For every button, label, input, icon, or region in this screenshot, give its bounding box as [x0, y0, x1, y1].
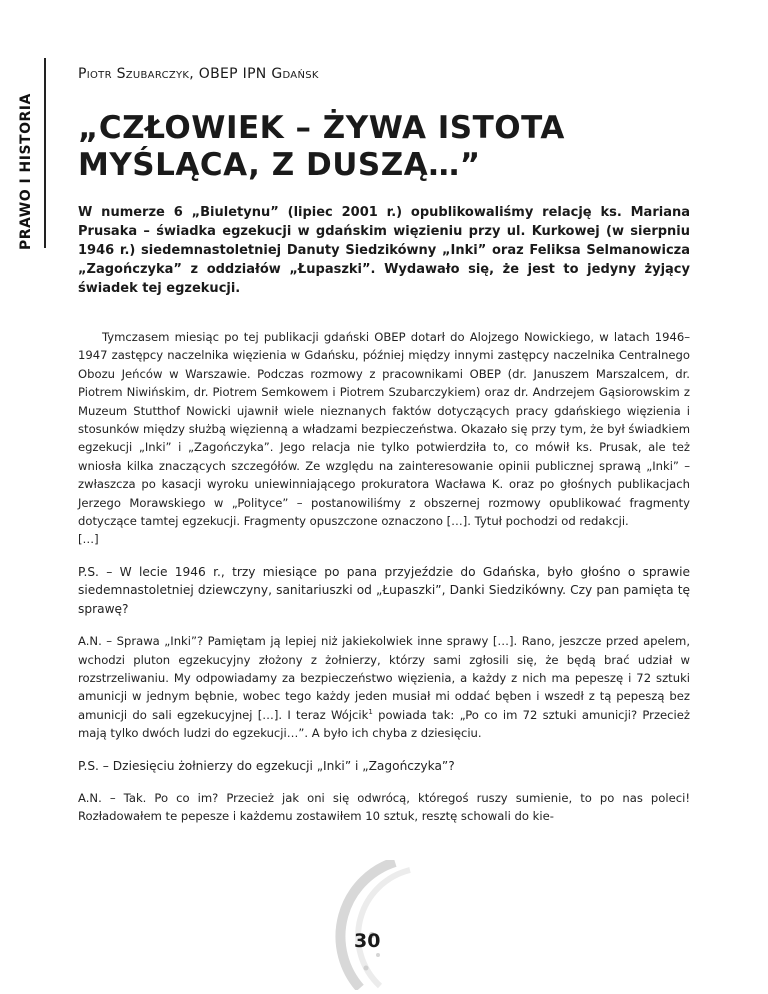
answer-1-text-before: – Sprawa „Inki”? Pamiętam ją lepiej niż jakiekolwiek inne sprawy […]. Rano, jeszcze przed apelem, wchodzi pluton egzekucyjny złożony z żołnierzy, którzy sami zgłosili się, że będą brać udział w rozstrzeliwaniu. My odpowiadamy za bezpieczeństwo więzienia, a każdy z nich ma pepeszę i 72 sztuki amunicji w jednym bębnie, wobec tego każdy jeden musiał mi oddać bęben i wszedł z tą pepeszą bez amunicji do sali egzekucyjnej […]. I teraz Wójcik [78, 634, 690, 722]
intro-text-after: , w latach 1946–1947 zastępcy naczelnika więzienia w Gdańsku, później między innymi zastępcy naczelnika Centralnego Obozu Jeńców w Warszawie. Podczas rozmowy z pracownikami OBEP (dr. Januszem Marszalcem, dr. Piotrem Niwińskim, dr. Piotrem Semkowem i Piotrem Szubarczykiem) oraz dr. Andrzejem Gąsiorowskim z Muzeum Stutthof Nowicki ujawnił wiele nieznanych faktów dotyczących pracy gdańskiego więzienia i stosunków między służbą więzienną a władzami bezpieczeństwa. Okazało się przy tym, że był świadkiem egzekucji „Inki” i „Zagończyka”. Jego relacja nie tylko potwierdziła to, co mówił ks. Prusak, ale też wniosła kilka znaczących szczegółów. Ze względu na zainteresowanie opinii publicznej sprawą „Inki” – zwłaszcza po kasacji wyroku uniewinniającego prokuratora Wacława K. oraz po głośnych publikacjach Jerzego Morawskiego w „Polityce” – postanowiliśmy z obszernej rozmowy opublikować fragmenty dotyczące tamtej egzekucji. Fragmenty opuszczone oznaczono […]. Tytuł pochodzi od redakcji. [78, 330, 691, 529]
page-number: 30 [354, 930, 381, 952]
section-label: PRAWO I HISTORIA [18, 93, 34, 250]
intro-text-before: Tymczasem miesiąc po tej publikacji gdański OBEP dotarł do [102, 330, 470, 344]
ellipsis-marker: […] [78, 532, 99, 547]
speaker-an: A.N. [78, 790, 102, 805]
answer-2 [78, 789, 690, 826]
speaker-an: A.N. [78, 634, 102, 649]
answer-2-text: – Tak. Po co im? Przecież jak oni się odwrócą, któregoś ruszy sumienie, to po nas poleci! Rozładowałem te pepesze i każdemu zostawiłem 10 sztuk, resztę schowali do kie- [78, 790, 690, 824]
answer-1-text-after: powiada tak: „Po co im 72 sztuki amunicji? Przecież mają tylko dwóch ludzi do egzekucji…”. A było ich chyba z dziesięciu. [78, 707, 690, 741]
author-line: Piotr Szubarczyk, OBEP IPN Gdańsk [78, 66, 319, 82]
question-2-text: Dziesięciu żołnierzy do egzekucji „Inki” i „Zagończyka”? [112, 758, 455, 773]
intro-paragraph [78, 328, 690, 530]
section-divider [44, 58, 46, 248]
question-2 [78, 757, 690, 775]
speaker-ps: P.S. [78, 758, 99, 773]
lead-paragraph: W numerze 6 „Biuletynu” (lipiec 2001 r.) opublikowaliśmy relację ks. Mariana Prusaka – świadka egzekucji w gdańskim więzieniu przy ul. Kurkowej (w sierpniu 1946 r.) siedemnastoletniej Danuty Siedzikówny „Inki” oraz Feliksa Selmanowicza „Zagończyka” z oddziałów „Łupaszki”. Wydawało się, że jest to jedyny żyjący świadek tej egzekucji. [78, 205, 690, 296]
question-1-text: W lecie 1946 r., trzy miesiące po pana przyjeździe do Gdańska, było głośno o sprawie siedemnastoletniej dziewczyny, sanitariuszki od „Łupaszki”, Danki Siedzikówny. Czy pan pamięta tę sprawę? [78, 564, 690, 616]
footnote-ref: 1 [368, 707, 373, 716]
question-1 [78, 563, 690, 618]
witness-name: Alojzego Nowickiego [469, 330, 591, 344]
answer-1 [78, 632, 690, 742]
dash: – [98, 758, 113, 773]
dash: – [98, 564, 120, 579]
article-body [78, 328, 690, 826]
article-title: „CZŁOWIEK – ŻYWA ISTOTA MYŚLĄCA, Z DUSZĄ…” [78, 110, 565, 183]
speaker-ps: P.S. [78, 564, 99, 579]
decorative-arc-graphic [300, 860, 470, 990]
